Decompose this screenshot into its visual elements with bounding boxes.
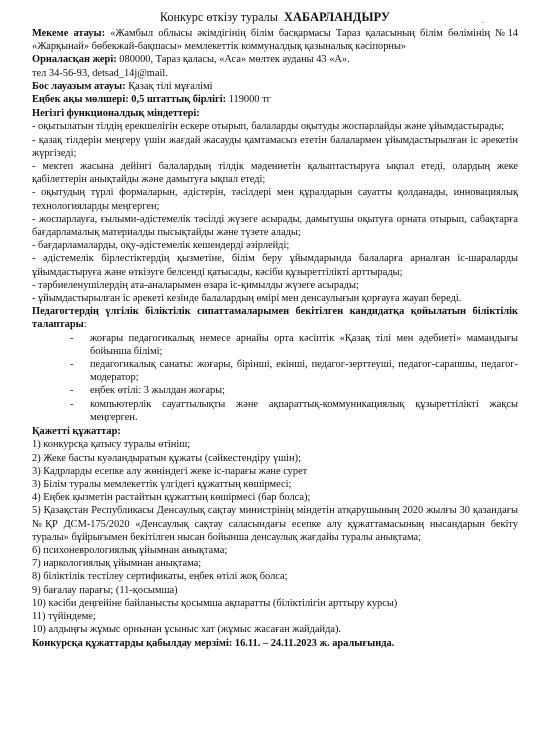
vacancy-text: Қазақ тілі мұғалімі <box>128 80 213 92</box>
document-item: 7) наркологиялық ұйымнан анықтама; <box>32 558 202 570</box>
duties-list <box>32 120 518 305</box>
requirement-item: - еңбек өтілі: 3 жылдан жоғары; <box>32 384 518 397</box>
requirements-list <box>32 332 518 424</box>
document-item: 1) конкурсқа қатысу туралы өтініш; <box>32 439 191 451</box>
salary-text: 119000 тг <box>228 94 271 106</box>
contacts-line: тел 34-56-93, detsad_14j@mail. <box>32 67 168 79</box>
salary-block <box>32 93 518 106</box>
duty-item: - тәрбиеленушілердің ата-аналарымен өзара іс-қимылды жүзеге асырады; <box>32 279 359 291</box>
title-prefix: Конкурс өткізу туралы <box>159 10 278 24</box>
documents-list <box>32 438 518 636</box>
location-text: 080000, Тараз қаласы, «Аса» мөлтек ауданы 43 «А». <box>119 54 350 66</box>
duty-item: - оқытудың түрлі формаларын, әдістерін, тәсілдері мен құралдарын сауатты қолданады, инновациялық технологияларды меңгерген; <box>32 187 518 212</box>
location-block <box>32 53 518 66</box>
document-item: 5) Қазақстан Республикасы Денсаулық сақтау министрінің міндетін атқарушының 2020 жылғы 30 қазандағы №ҚР ДСМ-175/2020 «Денсаулық сақтау саласындағы есепке алу құжаттамасының нысандарын бекіту туралы» бұйрығымен бекітілген нысан бойынша денсаулық жағдайы туралы анықтама; <box>32 505 518 543</box>
duty-item: - ұйымдастырылған іс әрекеті кезінде балалардың өмірі мен денсаулығын қорғауға жауап береді. <box>32 293 462 305</box>
vacancy-block <box>32 80 518 93</box>
duty-item: - әдістемелік бірлестіктердің қызметіне, білім беру ұйымдарында балаларға арналған іс-шараларды ұйымдастыруға және өткізуге белсенді қатысады, кәсіби құзыреттілікті арттырады; <box>32 253 518 278</box>
qualification-heading <box>32 305 518 331</box>
qualification-label: Педагогтердің үлгілік біліктілік сипаттамаларымен бекітілген кандидатқа қойылатын біліктілік талаптары <box>32 306 518 331</box>
document-item: 9) бағалау парағы; (11-қосымша) <box>32 584 178 596</box>
duty-item: - жоспарлауға, ғылыми-әдістемелік тәсілді жүзеге асырады, дамытушы оқытуға орната отырып, сабақтарға бағдарламалық материалды пысықтайды және түзете алады; <box>32 213 518 239</box>
document-item: 3) Кадрларды есепке алу жөніндегі жеке іс-парағы және сурет <box>32 465 308 477</box>
page-title <box>32 10 518 25</box>
requirement-item: - компьютерлік сауаттылықты және ақпараттық-коммуникациялық құзыреттілікті жақсы меңгерген. <box>32 398 518 424</box>
document-item: 3) Білім туралы мемлекеттік үлгідегі құжаттың көшірмесі; <box>32 478 292 490</box>
scan-mark: . <box>481 15 484 25</box>
duty-item: - мектеп жасына дейінгі балалардың тілдік мәдениетін қалыптастыруға ықпал етеді, олардың жеке қабілеттерін анықтайды және дамытуға ықпал етеді; <box>32 161 518 186</box>
document-item: 10) кәсіби деңгейіне байланысты қосымша ақпаратты (біліктілігін арттыру курсы) <box>32 597 398 609</box>
document-item: 6) психоневрологиялық ұйымнан анықтама; <box>32 544 228 556</box>
document-item: 2) Жеке басты куәландыратын құжаты (сәйкестендіру үшін); <box>32 452 301 464</box>
document-item: 11) түйіндеме; <box>32 610 96 622</box>
organization-block <box>32 27 518 53</box>
document-item: 10) алдыңғы жұмыс орнынан ұсыныс хат (жұмыс жасаған жайдайда). <box>32 624 342 636</box>
requirement-item: - жоғары педагогикалық немесе арнайы орта кәсіптік «Қазақ тілі мен әдебиеті» мамандығы бойынша білімі; <box>32 332 518 358</box>
salary-label: Еңбек ақы мөлшері: 0,5 штаттық бірлігі: <box>32 94 227 106</box>
org-text: «Жамбыл облысы әкімдігінің білім басқармасы Тараз қаласының білім бөлімінің №14 «Жарқынай» бөбекжай-бақшасы» мемлекеттік коммуналдық қазыналық кәсіпорны» <box>32 28 518 53</box>
qualification-colon: : <box>83 319 87 331</box>
title-main: ХАБАРЛАНДЫРУ <box>284 10 391 24</box>
document-item: 8) біліктілік тестілеу сертификаты, еңбек өтілі жоқ болса; <box>32 571 288 583</box>
duty-item: - қазақ тілдерін меңгеру үшін жағдай жасауды қамтамасыз ететін балалармен ұйымдастырылған іс әрекетін жүргізеді; <box>32 134 518 159</box>
vacancy-label: Бос лауазым атауы: <box>32 80 126 92</box>
duty-item: - оқытылатын тілдің ерекшелігін ескере отырып, балаларды оқытуды жоспарлайды және ұйымдастырады; <box>32 121 505 133</box>
documents-heading: Қажетті құжаттар: <box>32 426 121 438</box>
document-item: 4) Еңбек қызметін растайтын құжаттың көшірмесі (бар болса); <box>32 492 311 504</box>
requirement-item: - педагогикалық санаты: жоғары, бірінші, екінші, педагог-зерттеуші, педагог-сарапшы, педагог-модератор; <box>32 358 518 384</box>
duty-item: - бағдарламаларды, оқу-әдістемелік кешендерді әзірлейді; <box>32 240 290 252</box>
duties-heading: Негізгі функционалдық міндеттері: <box>32 108 200 120</box>
deadline-text: Конкурсқа құжаттарды қабылдау мерзімі: 16.11. – 24.11.2023 ж. аралығында. <box>32 638 395 650</box>
org-label: Мекеме атауы: <box>32 28 106 39</box>
location-label: Орналасқан жері: <box>32 54 117 66</box>
